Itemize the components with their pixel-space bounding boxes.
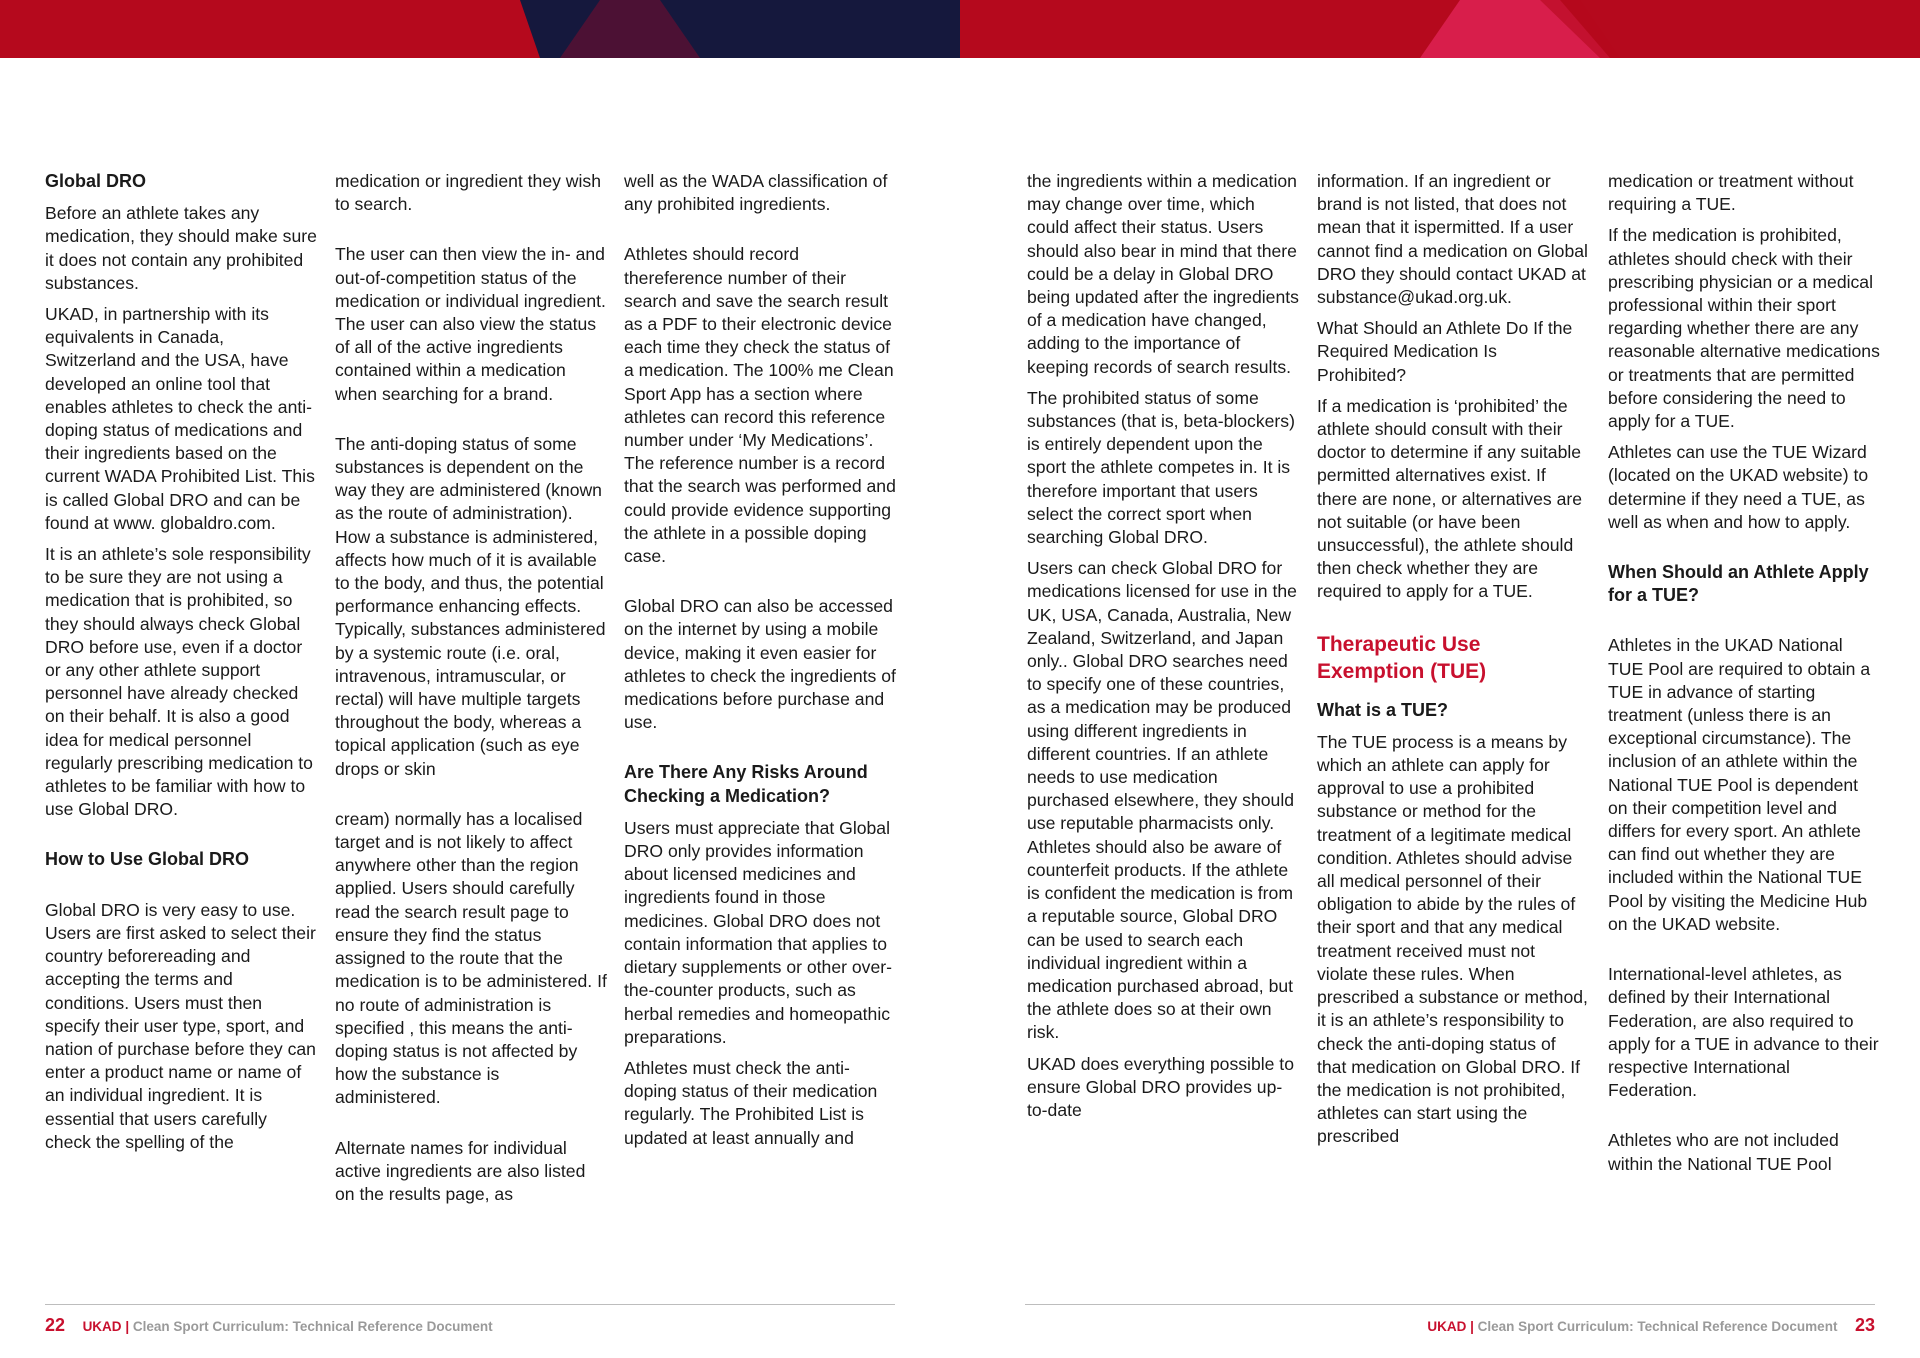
footer-doc-title: Clean Sport Curriculum: Technical Reference Document <box>132 1319 493 1334</box>
paragraph: The TUE process is a means by which an athlete can apply for approval to use a prohibited substance or method for the treatment of a legitimate medical condition. Athletes should advise all medical personnel of their obligation to abide by the rules of their sport and that any medical treatment received must not violate these rules. When prescribed a substance or method, it is an athlete’s responsibility to check the anti-doping status of that medication on Global DRO. If the medication is not prohibited, athletes can start using the prescribed <box>1317 731 1588 1147</box>
paragraph: Athletes who are not included within the National TUE Pool <box>1608 1130 1839 1174</box>
left-footer-rule <box>45 1304 895 1305</box>
paragraph: Global DRO can also be accessed on the internet by using a mobile device, making it even easier for athletes to check the ingredients of medications before purchase and use. <box>624 596 896 733</box>
page-number: 23 <box>1854 1315 1875 1335</box>
tue-section-heading: Therapeutic Use Exemption (TUE) <box>1317 632 1487 683</box>
paragraph: the ingredients within a medication may change over time, which could affect their status. Users should also bear in mind that there could be a delay in Global DRO being updated after the ingredients of a medication have changed, adding to the importance of keeping records of search results. <box>1027 171 1299 377</box>
paragraph: well as the WADA classification of any prohibited ingredients. <box>624 171 888 215</box>
footer-doc-title: Clean Sport Curriculum: Technical Reference Document <box>1477 1319 1838 1334</box>
header-banner <box>0 0 1920 58</box>
footer-brand: UKAD <box>1427 1319 1467 1334</box>
paragraph: Users must appreciate that Global DRO only provides information about licensed medicines and ingredients found in those medicines. Global DRO does not contain information that applies to dietary supplements or other over-the-counter products, such as herbal remedies and homeopathic preparations. <box>624 817 892 1047</box>
paragraph: Before an athlete takes any medication, they should make sure it does not contain any prohibited substances. <box>45 203 317 293</box>
paragraph: UKAD, in partnership with its equivalents in Canada, Switzerland and the USA, have developed an online tool that enables athletes to check the anti-doping status of medications and their ingredients based on the current WADA Prohibited List. This is called Global DRO and can be found at www. globaldro.com. <box>45 304 315 533</box>
what-is-tue-heading: What is a TUE? <box>1317 699 1449 720</box>
left-page-column-3 <box>624 170 896 1158</box>
paragraph: The prohibited status of some substances (that is, beta-blockers) is entirely dependent upon the sport the athlete competes in. It is therefore important that users select the correct sport when searching Global DRO. <box>1027 387 1295 548</box>
paragraph: The user can then view the in- and out-of-competition status of the medication or individual ingredient. The user can also view the status of all of the active ingredients contained within a medication when searching for a brand. <box>335 244 606 404</box>
paragraph: Athletes can use the TUE Wizard (located on the UKAD website) to determine if they need a TUE, as well as when and how to apply. <box>1608 442 1869 532</box>
right-footer-rule <box>1025 1304 1875 1305</box>
paragraph: Athletes should record thereference number of their search and save the search result as a PDF to their electronic device each time they check the status of a medication. The 100% me Clean Sport App has a section where athletes can record this reference number under ‘My Medications’. The reference number is a record that the search was performed and could provide evidence supporting the athlete in a possible doping case. <box>624 244 896 567</box>
right-footer <box>1427 1315 1875 1336</box>
paragraph: medication or treatment without requiring a TUE. <box>1608 171 1854 215</box>
paragraph: UKAD does everything possible to ensure Global DRO provides up-to-date <box>1027 1053 1294 1120</box>
page-number: 22 <box>45 1315 66 1335</box>
paragraph: information. If an ingredient or brand is not listed, that does not mean that it ispermitted. If a user cannot find a medication on Global DRO they should contact UKAD at substance@ukad.org.uk. <box>1317 171 1588 308</box>
paragraph: medication or ingredient they wish to search. <box>335 171 602 215</box>
right-page-column-3 <box>1608 170 1880 1184</box>
paragraph: Global DRO is very easy to use. Users are first asked to select their country beforereading and accepting the terms and conditions. Users must then specify their user type, sport, and nation of purchase before they can enter a product name or name of an individual ingredient. It is essential that users carefully check the spelling of the <box>45 899 316 1152</box>
paragraph: Users can check Global DRO for medications licensed for use in the UK, USA, Canada, Australia, New Zealand, Switzerland, and Japan only.. Global DRO searches need to specify one of these countries, as a medication may be produced using different ingredients in different countries. If an athlete needs to use medication purchased elsewhere, they should use reputable pharmacists only. Athletes should also be aware of counterfeit products. If the athlete is confident the medication is from a reputable source, Global DRO can be used to search each individual ingredient within a medication purchased abroad, but the athlete does so at their own risk. <box>1027 558 1297 1043</box>
paragraph: It is an athlete’s sole responsibility to be sure they are not using a medication that is prohibited, so they should always check Global DRO before use, even if a doctor or any other athlete support personnel have already checked on their behalf. It is also a good idea for medical personnel regularly prescribing medication to athletes to be familiar with how to use Global DRO. <box>45 544 313 820</box>
right-page-column-2 <box>1317 170 1589 1157</box>
prohibited-subheading: What Should an Athlete Do If the Required Medication Is Prohibited? <box>1317 318 1573 385</box>
paragraph: cream) normally has a localised target and is not likely to affect anywhere other than the region applied. Users should carefully read the search result page to ensure they find the status assigned to the route that the medication is to be administered. If no route of administration is specified , this means the anti-doping status is not affected by how the substance is administered. <box>335 808 607 1108</box>
paragraph: If the medication is prohibited, athletes should check with their prescribing physician or a medical professional within their sport regarding whether there are any reasonable alternative medications or treatments that are permitted before considering the need to apply for a TUE. <box>1608 225 1880 432</box>
paragraph: The anti-doping status of some substances is dependent on the way they are administered (known as the route of administration). How a substance is administered, affects how much of it is available to the body, and thus, the potential performance enhancing effects. Typically, substances administered by a systemic route (i.e. oral, intravenous, intramuscular, or rectal) will have multiple targets throughout the body, whereas a topical application (such as eye drops or skin <box>335 433 606 779</box>
paragraph: Athletes in the UKAD National TUE Pool are required to obtain a TUE in advance of starting treatment (unless there is an exceptional circumstance). The inclusion of an athlete within the National TUE Pool is dependent on their competition level and differs for every sport. An athlete can find out whether they are included within the National TUE Pool by visiting the Medicine Hub on the UKAD website. <box>1608 635 1871 934</box>
global-dro-heading: Global DRO <box>45 171 147 191</box>
how-to-use-heading: How to Use Global DRO <box>45 849 250 870</box>
footer-separator: | <box>1466 1319 1478 1334</box>
paragraph: Athletes must check the anti-doping status of their medication regularly. The Prohibited List is updated at least annually and <box>624 1057 878 1148</box>
left-page-column-2 <box>335 170 607 1214</box>
paragraph: If a medication is ‘prohibited’ the athlete should consult with their doctor to determine if any suitable permitted alternatives exist. If there are none, or alternatives are not suitable (or have been unsuccessful), the athlete should then check whether they are required to apply for a TUE. <box>1317 395 1583 602</box>
left-footer <box>45 1315 493 1336</box>
risks-heading: Are There Any Risks Around Checking a Medication? <box>624 762 868 806</box>
paragraph: Alternate names for individual active ingredients are also listed on the results page, as <box>335 1137 586 1204</box>
footer-separator: | <box>121 1319 133 1334</box>
banner-graphic <box>0 0 1920 58</box>
when-apply-heading: When Should an Athlete Apply for a TUE? <box>1608 562 1869 606</box>
left-page-column-1 <box>45 170 317 1162</box>
footer-brand: UKAD <box>82 1319 122 1334</box>
right-page-column-1 <box>1027 170 1299 1130</box>
paragraph: International-level athletes, as defined by their International Federation, are also required to apply for a TUE in advance to their respective International Federation. <box>1608 964 1879 1101</box>
